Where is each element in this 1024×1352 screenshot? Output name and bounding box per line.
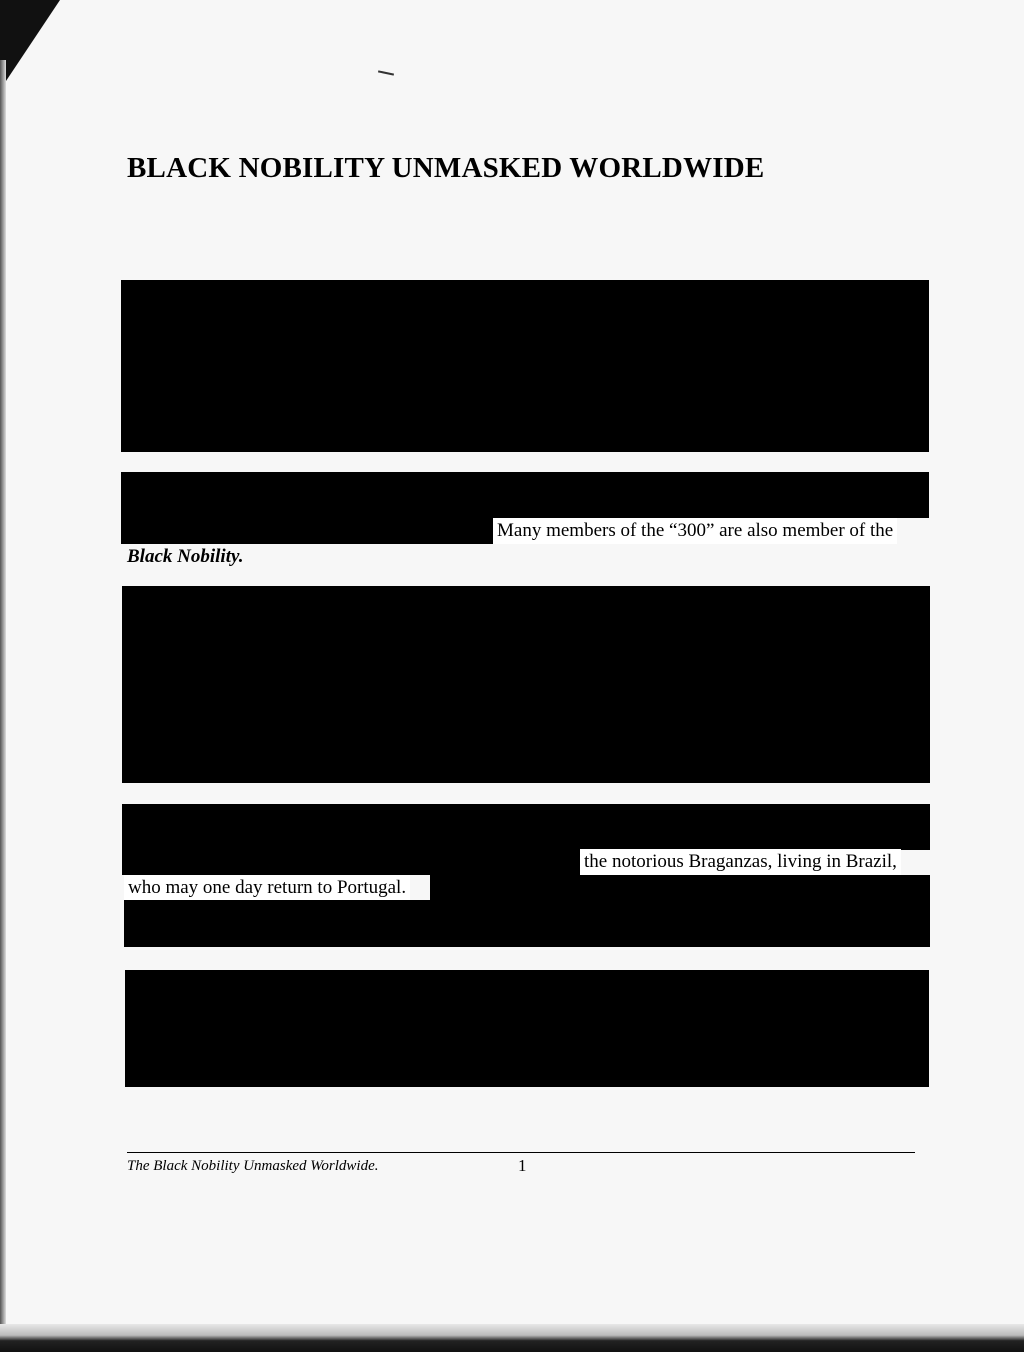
redaction-block xyxy=(122,850,580,875)
redaction-block xyxy=(124,900,930,947)
visible-sentence-continuation: Black Nobility. xyxy=(127,546,244,567)
page-number: 1 xyxy=(518,1156,527,1175)
footer-text: The Black Nobility Unmasked Worldwide. xyxy=(127,1158,379,1174)
scan-left-edge xyxy=(0,60,6,1330)
scan-corner-shadow xyxy=(0,0,60,90)
stray-mark xyxy=(378,70,394,75)
show-through-text xyxy=(127,202,927,228)
footer-rule xyxy=(127,1152,915,1153)
visible-sentence: Many members of the “300” are also member of the xyxy=(493,518,897,544)
visible-sentence-continuation: who may one day return to Portugal. xyxy=(124,875,410,901)
redaction-block xyxy=(125,970,929,1087)
redaction-block xyxy=(121,518,493,544)
redaction-block xyxy=(121,472,929,518)
redaction-block xyxy=(122,586,930,783)
visible-sentence: the notorious Braganzas, living in Brazil, xyxy=(580,849,901,875)
scan-bottom-edge xyxy=(0,1324,1024,1352)
redaction-block xyxy=(121,280,929,452)
redaction-block xyxy=(430,875,930,900)
redaction-block xyxy=(122,804,930,850)
page-title: BLACK NOBILITY UNMASKED WORLDWIDE xyxy=(127,152,765,184)
